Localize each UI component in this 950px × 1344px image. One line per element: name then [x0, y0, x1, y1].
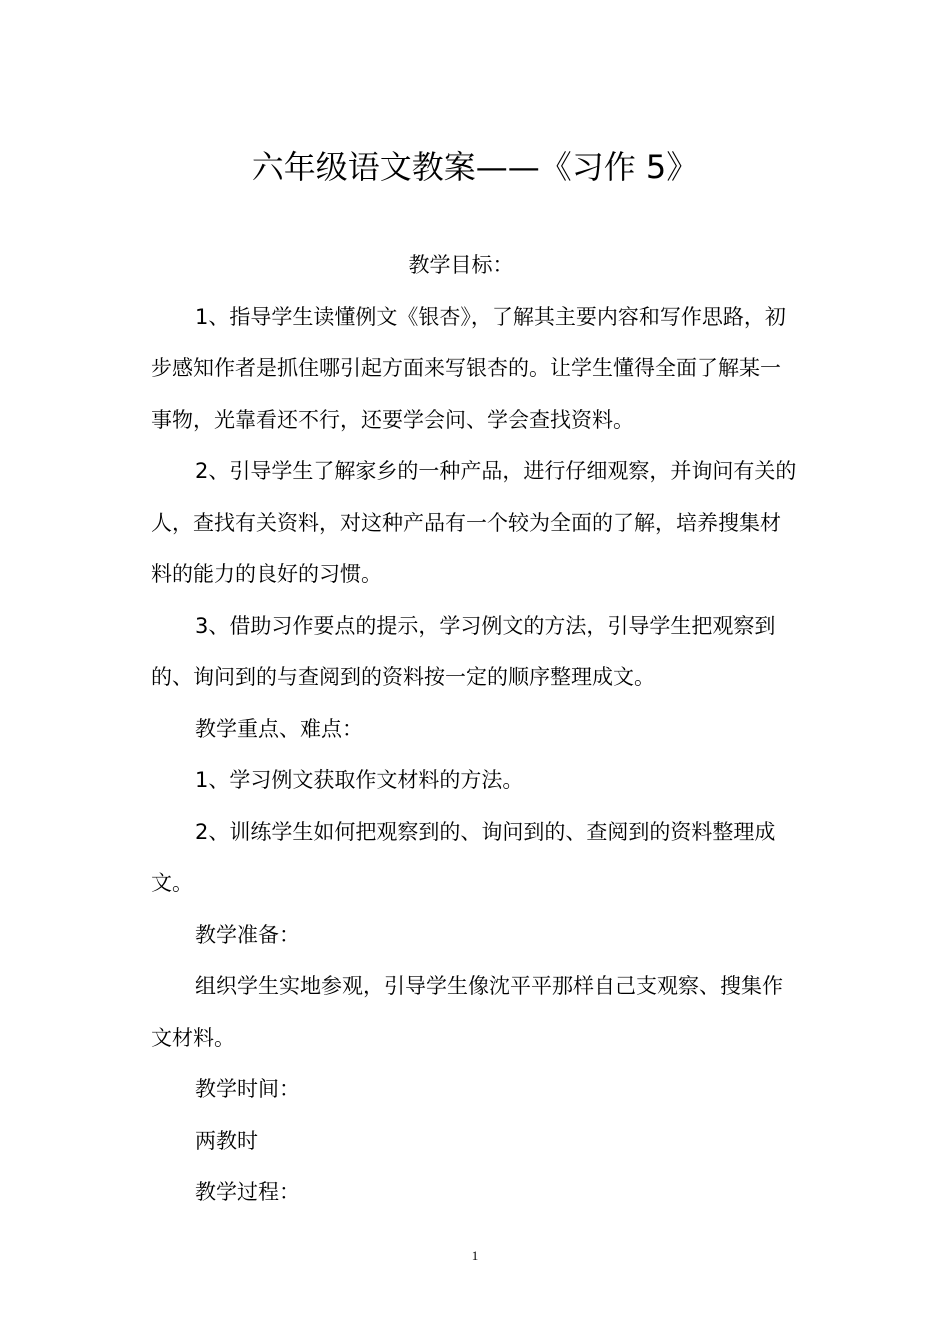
objective-paragraph-2: 2、引导学生了解家乡的一种产品，进行仔细观察，并询问有关的人，查找有关资料，对这种产品有一个较为全面的了解，培养搜集材料的能力的良好的习惯。: [151, 459, 797, 586]
section-heading-objectives: 教学目标：: [408, 253, 514, 277]
document-title: 六年级语文教案——《习作 5》: [251, 148, 699, 187]
section-heading-time: 教学时间：: [195, 1077, 300, 1101]
page-number: 1: [471, 1248, 479, 1263]
section-heading-key-points: 教学重点、难点：: [195, 716, 363, 741]
key-point-paragraph-2: 2、训练学生如何把观察到的、询问到的、查阅到的资料整理成文。: [151, 819, 776, 895]
objective-paragraph-1: 1、指导学生读懂例文《银杏》，了解其主要内容和写作思路，初步感知作者是抓住哪引起方面来写银杏的。让学生懂得全面了解某一事物，光靠看还不行，还要学会问、学会查找资料。: [151, 304, 786, 432]
section-heading-preparation: 教学准备：: [195, 922, 300, 947]
objective-paragraph-3: 3、借助习作要点的提示，学习例文的方法，引导学生把观察到的、询问到的与查阅到的资料按一定的顺序整理成文。: [151, 613, 776, 689]
section-heading-process: 教学过程：: [195, 1180, 300, 1204]
document-body: [151, 240, 801, 1219]
preparation-paragraph: 组织学生实地参观，引导学生像沈平平那样自己支观察、搜集作文材料。: [151, 974, 783, 1050]
time-paragraph: 两教时: [195, 1128, 258, 1153]
key-point-paragraph-1: 1、学习例文获取作文材料的方法。: [195, 768, 524, 792]
